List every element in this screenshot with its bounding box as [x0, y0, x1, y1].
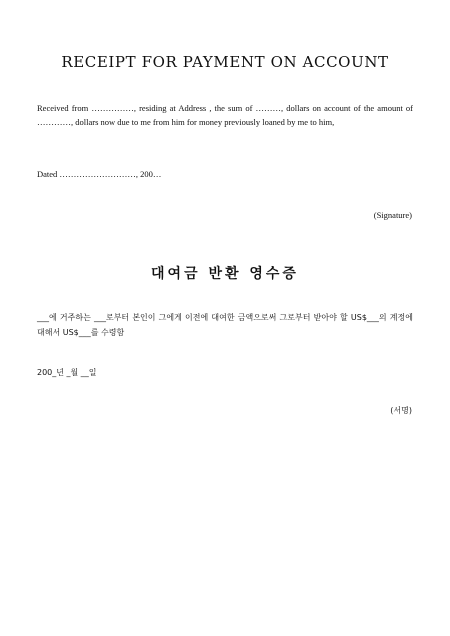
korean-receipt-text: ___에 거주하는 ___로부터 본인이 그에게 이전에 대여한 금액으로써 그로부터 받아야 할 US$___의 계정에 대해서 US$___를 수령함: [37, 313, 413, 337]
english-signature-label: (Signature): [373, 210, 412, 220]
english-title: RECEIPT FOR PAYMENT ON ACCOUNT: [61, 53, 389, 71]
english-receipt-text: Received from ……………, residing at Address , the sum of ………, dollars on account of the amount of …………, dollars now due to me from him for money previously loaned by me to him,: [37, 103, 413, 127]
english-dated-line: Dated ………………………, 200…: [37, 169, 162, 179]
korean-title: 대여금 반환 영수증: [151, 266, 299, 282]
korean-date-line: 200_년 _월 __일: [37, 368, 97, 377]
korean-signature-label: (서명): [390, 406, 412, 415]
